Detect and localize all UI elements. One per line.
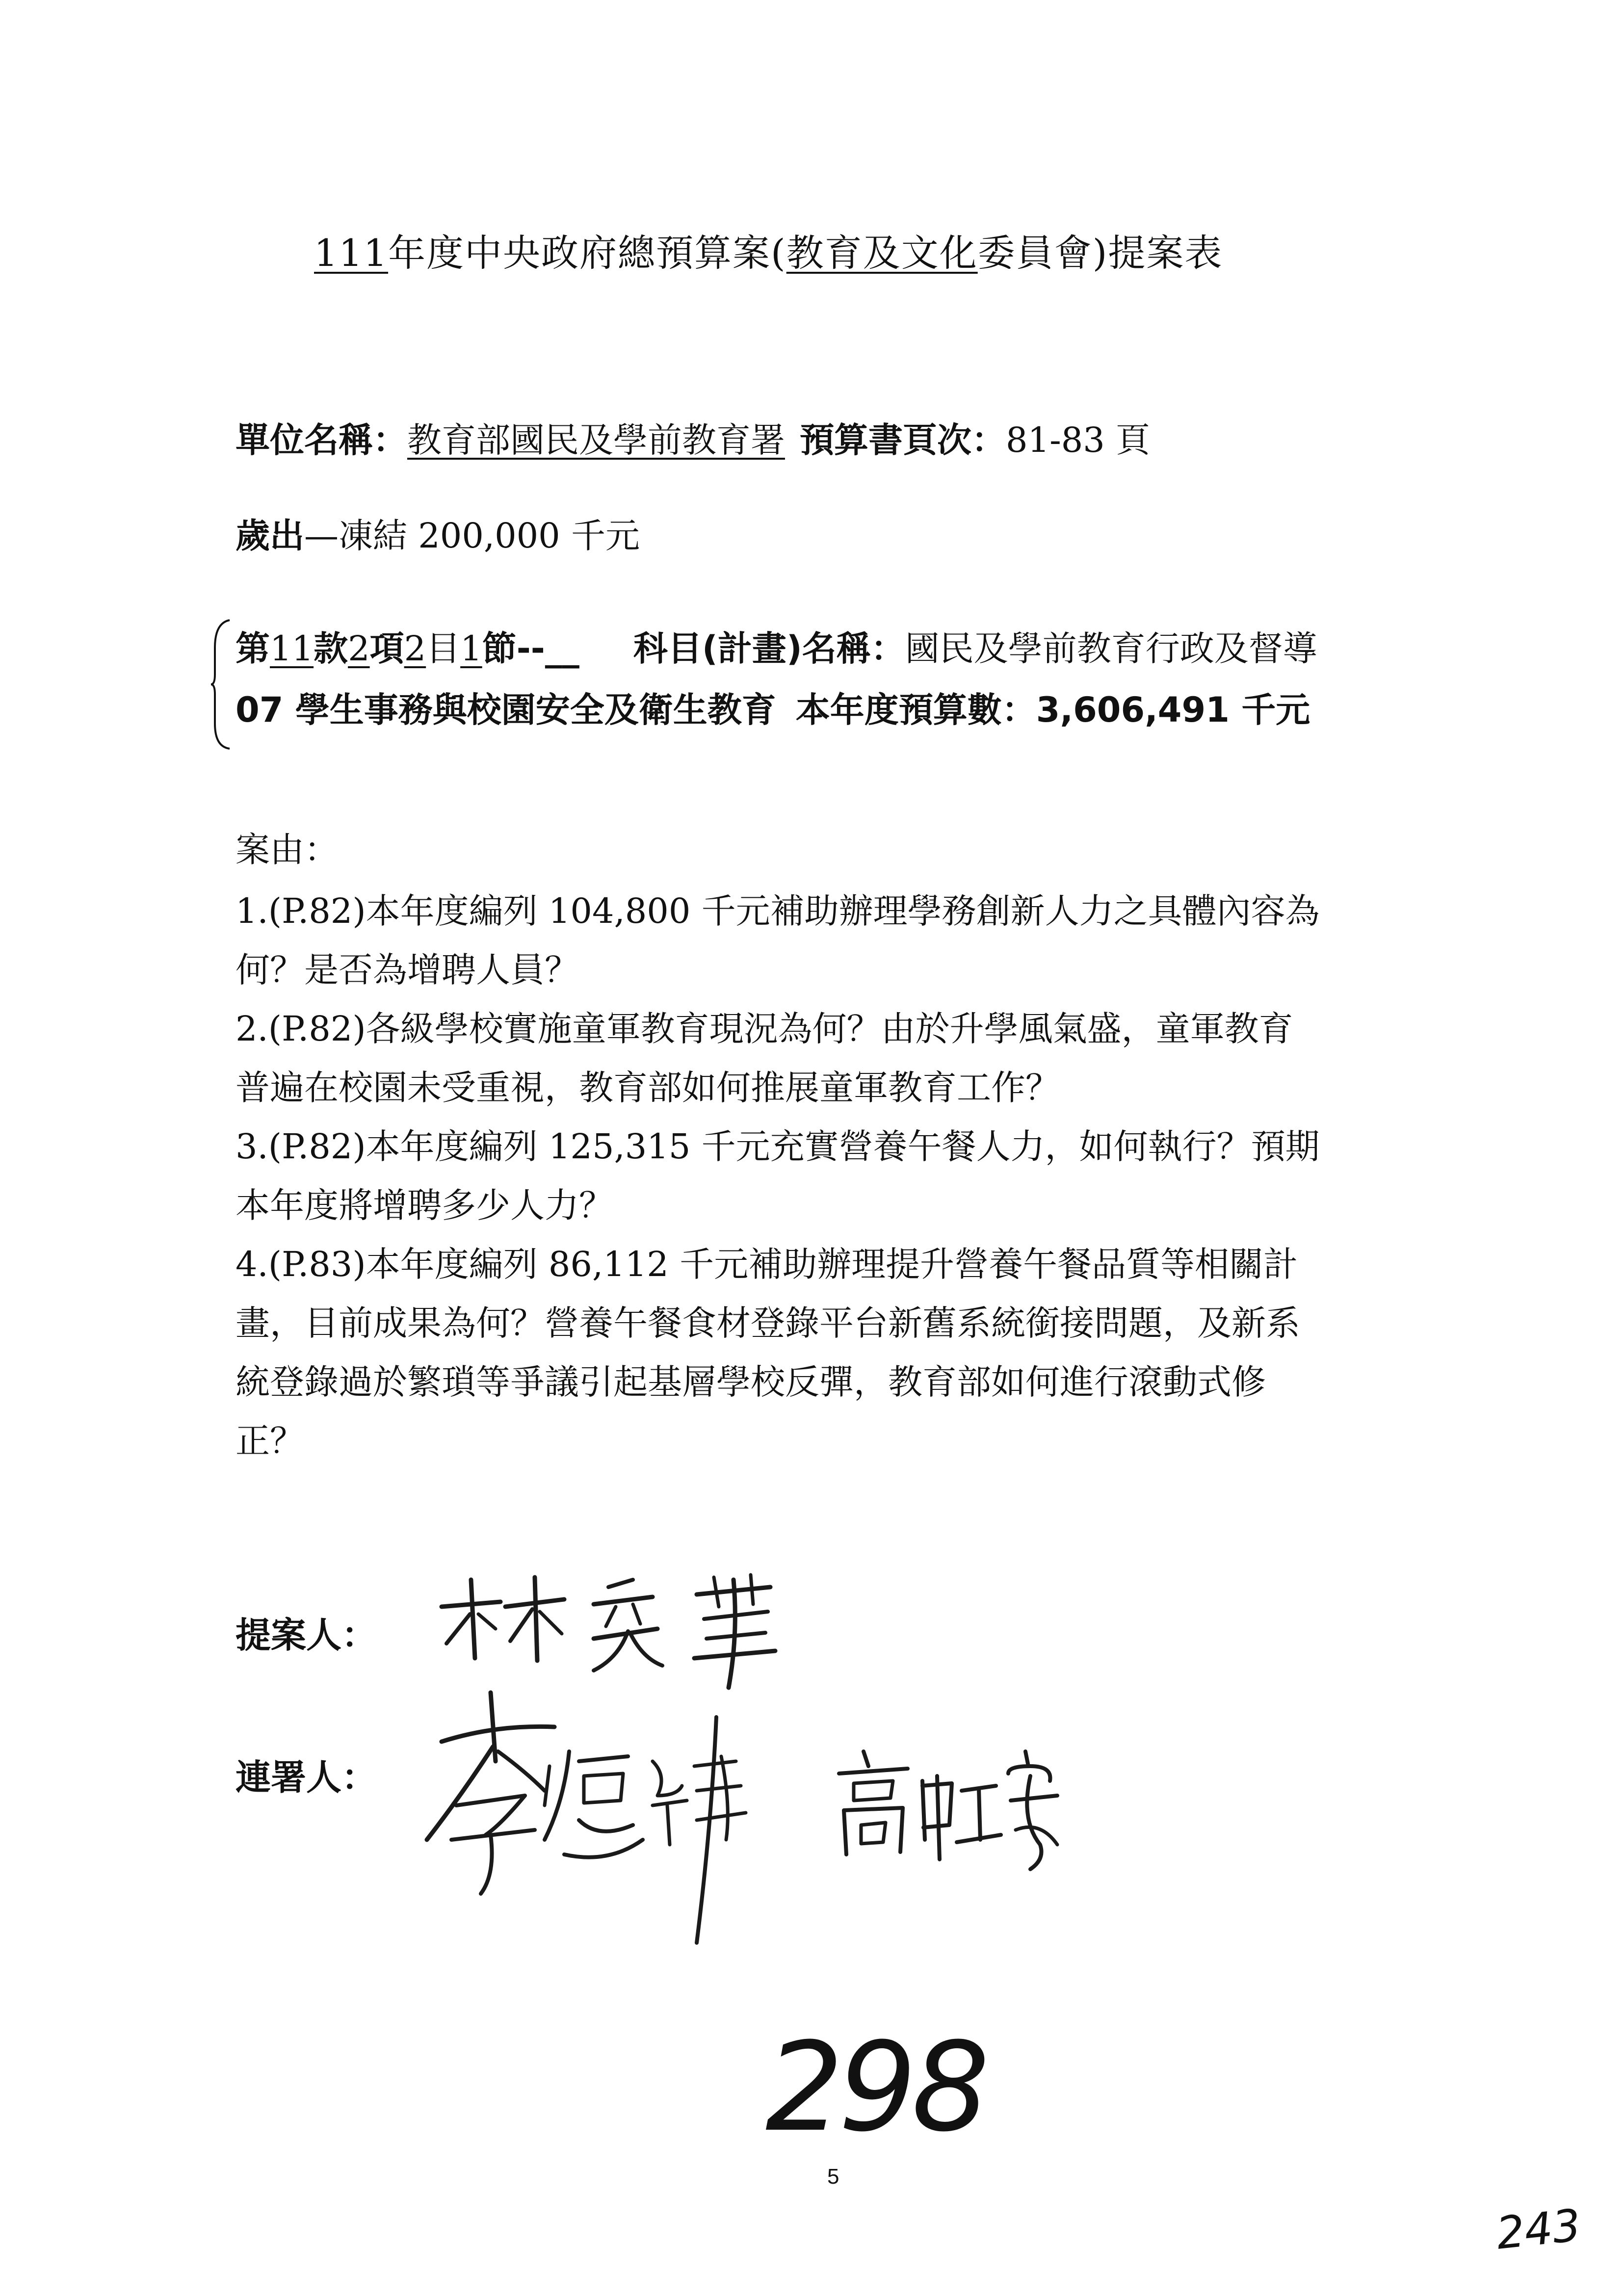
title-part2: 委員會)提案表 xyxy=(977,231,1223,275)
proposer-signature xyxy=(432,1560,805,1688)
reason-line: 正？ xyxy=(236,1421,304,1461)
subject-line-2 xyxy=(236,689,1310,731)
title-year: 111 xyxy=(314,231,389,275)
subject-jie: 節--__ xyxy=(482,628,579,669)
cosigner-label: 連署人： xyxy=(236,1757,377,1798)
proposer-label: 提案人： xyxy=(236,1615,377,1656)
reason-line: 普遍在校園未受重視，教育部如何推展童軍教育工作？ xyxy=(236,1068,1060,1108)
unit-value: 教育部國民及學前教育署 xyxy=(407,420,785,460)
cosigner-signature-1 xyxy=(422,1678,765,1953)
reason-line: 本年度將增聘多少人力？ xyxy=(236,1185,613,1226)
subject-kuan: 款 xyxy=(314,628,348,669)
title-part1: 年度中央政府總預算案( xyxy=(388,231,786,275)
subject-mu-num: 2 xyxy=(404,628,426,669)
unit-line xyxy=(236,419,1150,461)
reason-line: 1.(P.82)本年度編列 104,800 千元補助辦理學務創新人力之具體內容為 xyxy=(236,891,1320,931)
reason-line: 3.(P.82)本年度編列 125,315 千元充實營養午餐人力，如何執行？預期 xyxy=(236,1126,1320,1167)
unit-label: 單位名稱： xyxy=(236,420,407,460)
subject-name-value: 國民及學前教育行政及督導 xyxy=(905,628,1317,669)
subject-name-label: 科目(計畫)名稱： xyxy=(633,628,905,669)
cosigner-signature-2 xyxy=(834,1747,1060,1874)
reason-line: 2.(P.82)各級學校實施童軍教育現況為何？由於升學風氣盛，童軍教育 xyxy=(236,1009,1293,1049)
page-value: 81-83 頁 xyxy=(1006,420,1151,460)
reason-label: 案由： xyxy=(236,830,339,870)
document-title xyxy=(314,231,1223,275)
reason-line: 何？是否為增聘人員？ xyxy=(236,950,579,990)
subject-xiang: 項 xyxy=(369,628,404,669)
reason-line: 統登錄過於繁瑣等爭議引起基層學校反彈，教育部如何進行滾動式修 xyxy=(236,1362,1266,1402)
subject-program: 07 學生事務與校園安全及衛生教育 xyxy=(236,690,776,730)
handwritten-page-number: 298 xyxy=(765,2016,985,2159)
reason-line: 4.(P.83)本年度編列 86,112 千元補助辦理提升營養午餐品質等相關計 xyxy=(236,1244,1298,1284)
subject-xiang-num: 2 xyxy=(348,628,370,669)
expenditure-label: 歲出 xyxy=(236,516,304,556)
subject-jie-num: 1 xyxy=(460,628,482,669)
reason-line: 畫，目前成果為何？營養午餐食材登錄平台新舊系統銜接問題，及新系 xyxy=(236,1303,1300,1343)
printed-page-number: 5 xyxy=(827,2165,839,2189)
subject-kuan-num: 11 xyxy=(270,628,314,669)
subject-line-1 xyxy=(236,628,1317,669)
handwritten-corner-number: 243 xyxy=(1493,2199,1583,2260)
subject-di: 第 xyxy=(236,628,270,669)
budget-value: 3,606,491 千元 xyxy=(1036,690,1310,730)
page-label: 預算書頁次： xyxy=(800,420,1006,460)
budget-label: 本年度預算數： xyxy=(795,690,1036,730)
expenditure-value: —凍結 200,000 千元 xyxy=(304,516,640,556)
subject-mu: 目 xyxy=(426,628,461,669)
title-committee: 教育及文化 xyxy=(786,231,978,275)
expenditure-line xyxy=(236,515,640,556)
subject-bracket xyxy=(211,618,231,751)
